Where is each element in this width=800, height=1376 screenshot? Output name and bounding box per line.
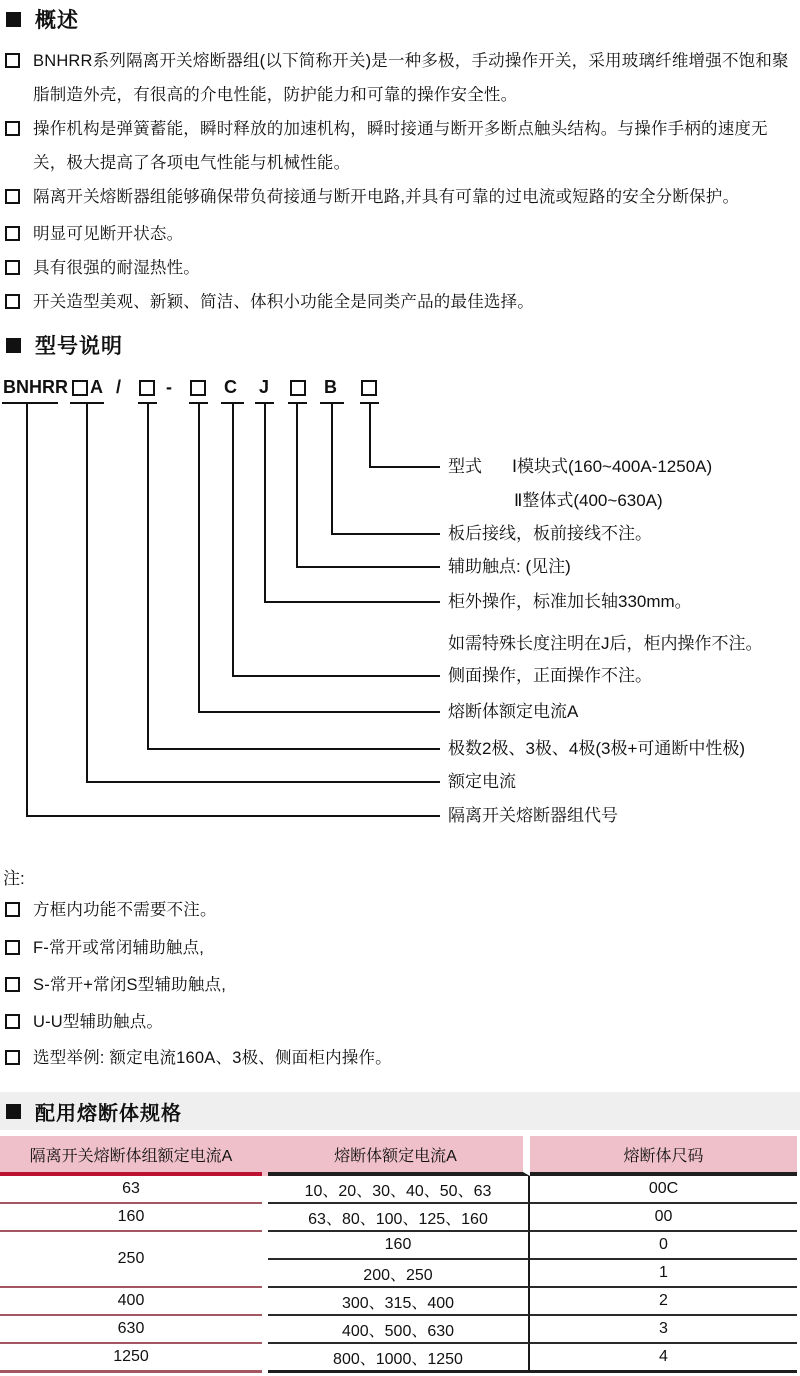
cell-fuse: 800、1000、1250: [268, 1344, 530, 1373]
diagram-label: 极数2极、3极、4极(3极+可通断中性极): [448, 739, 746, 758]
leader-line: [147, 748, 440, 750]
model-code-part: C: [224, 377, 237, 397]
header-cell-group-current: 隔离开关熔断体组额定电流A: [0, 1136, 262, 1176]
fuse-section-heading-bar: [0, 1092, 800, 1130]
code-box-icon: [361, 380, 377, 396]
leader-line: [264, 402, 266, 603]
square-bullet-icon: [5, 189, 20, 204]
leader-line: [369, 402, 371, 468]
cell-fuse: 200、250: [268, 1260, 530, 1288]
leader-tick: [2, 402, 58, 404]
square-bullet-icon: [5, 260, 20, 275]
section-title: 概述: [35, 9, 79, 32]
model-code-part: /: [116, 377, 122, 397]
cell-group: 160: [0, 1204, 262, 1232]
diagram-label-type: [448, 454, 712, 480]
note-item: [5, 974, 798, 996]
note-text: S-常开+常闭S型辅助触点,: [33, 976, 227, 994]
cell-fuse: 63、80、100、125、160: [268, 1204, 530, 1232]
cell-size: 3: [530, 1316, 797, 1344]
diagram-label: Ⅱ整体式(400~630A): [514, 491, 663, 510]
bullet-text: BNHRR系列隔离开关熔断器组(以下简称开关)是一种多极，手动操作开关，采用玻璃纤维增强不饱和聚脂制造外壳，有很高的介电性能，防护能力和可靠的操作安全性。: [33, 52, 789, 104]
leader-line: [369, 466, 440, 468]
square-bullet-icon: [5, 226, 20, 241]
cell-size: 1: [530, 1260, 797, 1288]
header-cell-fuse-current: 熔断体额定电流A: [268, 1136, 530, 1176]
cell-group-merged: 250: [0, 1232, 262, 1288]
leader-line: [232, 675, 440, 677]
leader-line: [296, 402, 298, 568]
cell-size: 2: [530, 1288, 797, 1316]
cell-fuse: 400、500、630: [268, 1316, 530, 1344]
code-box-icon: [290, 380, 306, 396]
diagram-label: 柜外操作，标准加长轴330mm。: [448, 592, 692, 611]
bullet-text: 操作机构是弹簧蓄能，瞬时释放的加速机构，瞬时接通与断开多断点触头结构。与操作手柄的速度无关，极大提高了各项电气性能与机械性能。: [33, 120, 768, 172]
note-text: F-常开或常闭辅助触点,: [33, 939, 205, 957]
cell-size: 00C: [530, 1176, 797, 1204]
overview-bullet: [5, 251, 798, 285]
diagram-label: 辅助触点: (见注): [448, 557, 571, 576]
leader-line: [296, 566, 440, 568]
table-row: [0, 1232, 797, 1260]
leader-line: [331, 402, 333, 535]
note-item: [5, 899, 798, 921]
section-square-icon: [6, 12, 21, 27]
diagram-label-prefix: 型式: [448, 457, 482, 476]
table-row: [0, 1176, 797, 1204]
overview-section-heading: [6, 4, 79, 34]
model-section-heading: [6, 330, 123, 360]
cell-group: 400: [0, 1288, 262, 1316]
diagram-label: 板后接线，板前接线不注。: [448, 524, 652, 543]
leader-line: [198, 711, 440, 713]
leader-line: [86, 781, 440, 783]
model-code-part: BNHRR: [3, 377, 68, 397]
square-bullet-icon: [5, 1050, 20, 1065]
leader-line: [26, 402, 28, 817]
diagram-label-text: Ⅰ模块式(160~400A-1250A): [512, 457, 713, 476]
cell-group: 630: [0, 1316, 262, 1344]
header-cell-fuse-size: 熔断体尺码: [530, 1136, 797, 1176]
leader-line: [198, 402, 200, 713]
model-code-part: B: [324, 377, 337, 397]
table-row: [0, 1344, 797, 1373]
diagram-label: 额定电流: [448, 772, 516, 791]
note-item: [5, 937, 798, 959]
diagram-label: 如需特殊长度注明在J后，柜内操作不注。: [448, 634, 763, 653]
notes-title: 注:: [3, 869, 25, 888]
leader-line: [147, 402, 149, 750]
square-bullet-icon: [5, 977, 20, 992]
cell-size: 00: [530, 1204, 797, 1232]
leader-line: [331, 533, 440, 535]
overview-bullet: [5, 112, 798, 180]
bullet-text: 明显可见断开状态。: [33, 225, 184, 243]
note-text: 方框内功能不需要不注。: [33, 901, 217, 919]
model-code-part: A: [90, 377, 103, 397]
note-item: [5, 1047, 798, 1069]
overview-bullet: [5, 44, 798, 112]
code-box-icon: [72, 380, 88, 396]
cell-group: 63: [0, 1176, 262, 1204]
table-row: [0, 1288, 797, 1316]
square-bullet-icon: [5, 902, 20, 917]
note-text: 选型举例: 额定电流160A、3极、侧面柜内操作。: [33, 1049, 392, 1067]
bullet-text: 具有很强的耐湿热性。: [33, 259, 200, 277]
note-text: U-U型辅助触点。: [33, 1013, 164, 1031]
diagram-label: 侧面操作，正面操作不注。: [448, 666, 652, 685]
table-row: [0, 1316, 797, 1344]
diagram-label: 熔断体额定电流A: [448, 702, 579, 721]
model-code-diagram: [0, 376, 800, 848]
square-bullet-icon: [5, 294, 20, 309]
overview-bullet: [5, 285, 798, 319]
cell-group: 1250: [0, 1344, 262, 1373]
section-square-icon: [6, 338, 21, 353]
overview-bullet: [5, 180, 798, 214]
model-code-part: J: [259, 377, 270, 397]
leader-line: [232, 402, 234, 677]
square-bullet-icon: [5, 53, 20, 68]
overview-bullet: [5, 217, 798, 251]
table-row: [0, 1204, 797, 1232]
note-item: [5, 1011, 798, 1033]
bullet-text: 隔离开关熔断器组能够确保带负荷接通与断开电路,并具有可靠的过电流或短路的安全分断保护。: [33, 188, 740, 206]
square-bullet-icon: [5, 940, 20, 955]
cell-fuse: 10、20、30、40、50、63: [268, 1176, 530, 1204]
square-bullet-icon: [5, 1014, 20, 1029]
cell-fuse: 300、315、400: [268, 1288, 530, 1316]
model-code-part: -: [166, 377, 172, 397]
cell-size: 0: [530, 1232, 797, 1260]
square-bullet-icon: [5, 121, 20, 136]
cell-fuse: 160: [268, 1232, 530, 1260]
code-box-icon: [190, 380, 206, 396]
section-square-icon: [6, 1104, 21, 1119]
fuse-spec-table: [0, 1136, 797, 1373]
section-title: 配用熔断体规格: [35, 1102, 182, 1125]
code-box-icon: [139, 380, 155, 396]
diagram-label: 隔离开关熔断器组代号: [448, 806, 618, 825]
leader-line: [26, 815, 440, 817]
bullet-text: 开关造型美观、新颖、简洁、体积小功能全是同类产品的最佳选择。: [33, 293, 534, 311]
leader-line: [86, 402, 88, 783]
cell-size: 4: [530, 1344, 797, 1373]
leader-line: [264, 601, 440, 603]
section-title: 型号说明: [35, 335, 123, 358]
table-header-row: [0, 1136, 797, 1176]
